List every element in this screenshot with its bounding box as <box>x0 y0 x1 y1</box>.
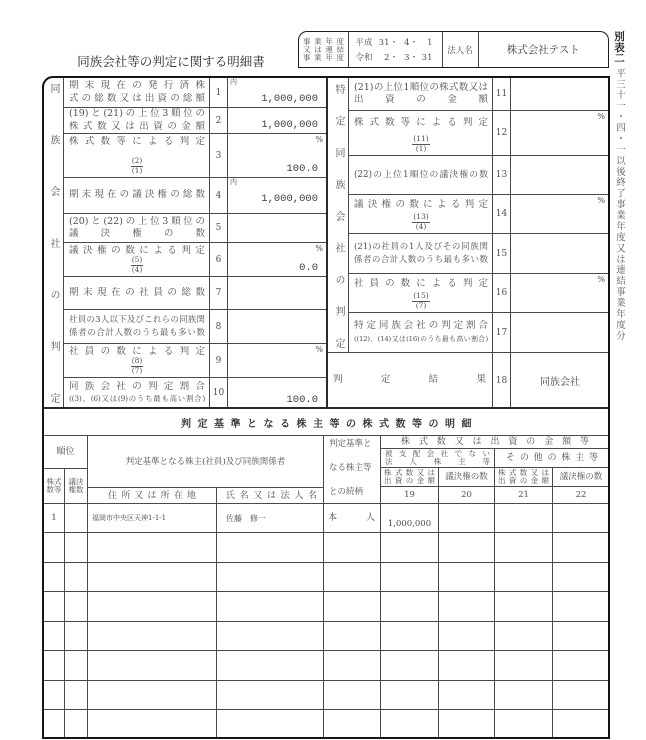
row-4-value-cell <box>227 177 328 214</box>
fraction-numerator: (2) <box>131 156 143 165</box>
label-line: 同族会社の判定割合 <box>69 380 205 392</box>
row-10-number: 10 <box>209 377 228 409</box>
name-header <box>216 487 324 504</box>
label-line: (22)の上位1順位の議決権の数 <box>354 169 488 180</box>
row-7-value-cell <box>227 276 328 310</box>
other-shares-amount-cell <box>494 591 553 622</box>
row-10-label <box>63 377 210 409</box>
row-5-label <box>63 213 210 243</box>
date-separator: ・ <box>409 52 419 63</box>
corporation-name-label <box>442 32 478 67</box>
row-16-value-cell <box>510 273 610 313</box>
date-separator: ・ <box>389 52 399 63</box>
corporation-name-label-text: 法人名 <box>447 45 473 56</box>
name-cell <box>216 709 324 739</box>
party-header: 判定基準となる株主(社員)及び同族関係者 <box>87 435 324 488</box>
label-line: 出資の金額 <box>354 94 488 105</box>
name-header-text: 氏名又は法人名 <box>226 490 317 501</box>
row-16-label <box>348 273 493 313</box>
row-4-label <box>63 177 210 214</box>
fraction-numerator: (15) <box>413 291 429 300</box>
rank-by-shares-cell <box>43 532 65 563</box>
label-line: 議決権の数 <box>69 228 205 239</box>
row-6-number: 6 <box>209 242 228 277</box>
rank-by-votes-cell <box>64 532 88 563</box>
inner-amount-label: 内 <box>230 78 237 86</box>
row-12-value-cell <box>510 110 610 156</box>
holdings-header <box>380 435 610 449</box>
row-9-label <box>63 343 210 378</box>
fraction <box>131 256 144 274</box>
other-shares-amount-cell <box>494 680 553 710</box>
header-line: との続柄 <box>329 487 364 497</box>
row-4-value: 1,000,000 <box>261 193 318 205</box>
other-shares-amount-cell <box>494 709 553 739</box>
other-votes-cell <box>552 562 610 592</box>
label-line: 社員の数による判定 <box>354 278 488 289</box>
date-separator: ・ <box>409 37 419 48</box>
fraction-numerator: (11) <box>413 134 429 143</box>
percent-unit: % <box>597 275 605 284</box>
label-line: (20)と(22)の上位3順位の <box>69 215 205 227</box>
era: 平成 <box>355 37 373 48</box>
other-votes-cell <box>552 532 610 563</box>
row-5-number: 5 <box>209 213 228 243</box>
row-5-value-cell <box>227 213 328 243</box>
row-12-label <box>348 110 493 156</box>
other-shares-amount-cell <box>494 503 553 533</box>
rank-by-shares-cell <box>43 709 65 739</box>
label-line: (21)の上位1順位の株式数又は <box>354 81 488 93</box>
month: 3 <box>404 52 410 63</box>
non-controlled-votes-cell <box>438 532 495 563</box>
other-votes-cell <box>552 680 610 710</box>
col-22-header: 議決権の数 <box>552 467 610 487</box>
name-cell <box>216 562 324 592</box>
label-line: ((12)、(14)又は(16)のうち最も高い割合) <box>354 334 488 343</box>
row-8-label <box>63 309 210 344</box>
rank-by-votes-cell <box>64 650 88 681</box>
judgment-result-label <box>327 352 493 409</box>
fraction <box>412 292 429 310</box>
rank-by-shares-cell <box>43 562 65 592</box>
row-6-value: 0.0 <box>299 262 318 274</box>
label-line: (19)と(21)の上位3順位の <box>69 108 205 119</box>
fiscal-period-label-line: 又は連結 <box>303 44 344 54</box>
header-line: 株式数又は <box>384 468 435 477</box>
other-shares-amount-cell <box>494 562 553 592</box>
judgment-result-value: 同族会社 <box>510 352 610 409</box>
non-controlled-votes-cell <box>438 680 495 710</box>
header-line: 法人株主等 <box>385 457 490 466</box>
date-separator: ・ <box>389 37 399 48</box>
rank-by-votes-cell <box>64 621 88 651</box>
name-cell <box>216 650 324 681</box>
rank-by-shares-cell <box>43 621 65 651</box>
other-votes-cell <box>552 591 610 622</box>
percent-unit: % <box>597 112 605 121</box>
row-4-number: 4 <box>209 177 228 214</box>
relationship-cell <box>323 680 381 710</box>
header-line: なる株主等 <box>329 463 372 473</box>
percent-unit: % <box>315 345 323 354</box>
other-shares-amount-cell <box>494 621 553 651</box>
other-holders-header-text: その他の株主等 <box>506 453 598 463</box>
address-cell <box>87 621 217 651</box>
label-line: 期末現在の議決権の総数 <box>69 189 205 201</box>
label-line: 係者の合計人数のうち最も多い数 <box>354 254 488 265</box>
relationship-cell <box>323 532 381 563</box>
holdings-header-text: 株式数又は出資の金額等 <box>401 437 589 447</box>
row-1-value-cell <box>227 77 328 108</box>
fraction <box>131 157 144 175</box>
non-controlled-votes-cell <box>438 709 495 739</box>
header-line: 出資の金額 <box>384 476 435 485</box>
fraction <box>131 357 144 375</box>
header-line: 株式 <box>46 476 62 486</box>
row-2-value: 1,000,000 <box>261 119 318 131</box>
relationship-header <box>323 435 381 504</box>
relationship-cell <box>323 709 381 739</box>
address-cell <box>87 591 217 622</box>
non-controlled-shares-amount-cell: 1,000,000 <box>380 503 439 533</box>
family-company-section-label: 同族会社の判定 <box>43 77 64 409</box>
row-13-number: 13 <box>492 155 511 195</box>
corporation-name <box>478 32 609 67</box>
other-holders-header <box>494 448 610 468</box>
day: 1 <box>427 37 433 48</box>
label-line: 式の総数又は出資の総額 <box>69 92 205 104</box>
non-controlled-votes-cell <box>438 562 495 592</box>
non-controlled-votes-cell <box>438 503 495 533</box>
header-line: 判定基準と <box>329 439 372 449</box>
label-line: 議決権の数による判定 <box>354 199 488 210</box>
year: 2 <box>384 52 390 63</box>
non-controlled-shares-amount-cell <box>380 532 439 563</box>
year: 31 <box>378 37 390 48</box>
row-17-value-cell <box>510 312 610 353</box>
row-9-value-cell <box>227 343 328 378</box>
fiscal-period-label <box>299 32 348 67</box>
non-controlled-shares-amount-cell <box>380 591 439 622</box>
row-6-value-cell <box>227 242 328 277</box>
inner-amount-label: 内 <box>230 178 237 186</box>
row-15-number: 15 <box>492 233 511 274</box>
other-votes-cell <box>552 503 610 533</box>
row-3-value: 100.0 <box>286 163 318 175</box>
percent-unit: % <box>597 196 605 205</box>
col-21-number: 21 <box>494 486 553 504</box>
row-14-label <box>348 194 493 234</box>
header-line: 株式数又は <box>498 468 549 477</box>
label-line: 期末現在の社員の総数 <box>69 286 205 298</box>
fraction-denominator: (4) <box>131 264 143 274</box>
non-controlled-shares-amount-cell <box>380 621 439 651</box>
non-controlled-votes-cell <box>438 591 495 622</box>
period-start-date <box>349 35 442 50</box>
shareholder-detail-section-title: 判定基準となる株主等の株式数等の明細 <box>43 408 610 436</box>
row-11-number: 11 <box>492 77 511 111</box>
specified-family-company-section-label: 特定同族会社の判定 <box>327 77 349 353</box>
fraction-numerator: (13) <box>413 212 429 221</box>
rank-by-votes-header <box>64 468 88 504</box>
name-cell <box>216 591 324 622</box>
address-cell <box>87 562 217 592</box>
header-line: 議決 <box>68 476 84 486</box>
col-19-number: 19 <box>380 486 439 504</box>
row-1-label <box>63 77 210 108</box>
label-line: 株式数又は出資の金額 <box>69 120 205 132</box>
period-end-date <box>349 50 442 65</box>
label-line: ((3)、(6)又は(9)のうち最も高い割合) <box>69 394 205 403</box>
label-line: 期末現在の発行済株 <box>69 80 205 91</box>
non-controlled-shares-amount-cell <box>380 680 439 710</box>
label-line: 係者の合計人数のうち最も多い数 <box>69 327 205 338</box>
non-controlled-votes-cell <box>438 621 495 651</box>
row-15-value-cell <box>510 233 610 274</box>
relationship-cell <box>323 591 381 622</box>
form-title: 同族会社等の判定に関する明細書 <box>77 54 265 69</box>
rank-by-votes-cell <box>64 503 88 533</box>
row-12-number: 12 <box>492 110 511 156</box>
row-1-number: 1 <box>209 77 228 108</box>
row-1-value: 1,000,000 <box>261 93 318 105</box>
section-divider-vertical <box>326 77 328 408</box>
other-votes-cell <box>552 709 610 739</box>
day: 31 <box>421 52 433 63</box>
period-and-corporation-header <box>298 31 609 68</box>
row-6-label <box>63 242 210 277</box>
header-line: 被支配会社でない <box>385 449 490 458</box>
fraction <box>412 135 429 153</box>
row-2-number: 2 <box>209 107 228 134</box>
fraction-denominator: (7) <box>415 300 427 310</box>
row-11-label <box>348 77 493 111</box>
row-15-label <box>348 233 493 274</box>
rank-header: 順位 <box>43 435 88 469</box>
non-controlled-holders-header <box>380 448 495 468</box>
label-line: 議決権の数による判定 <box>69 245 205 256</box>
other-shares-amount-cell <box>494 532 553 563</box>
era: 令和 <box>355 52 373 63</box>
fraction-numerator: (5) <box>131 255 143 264</box>
fiscal-period-label-line: 事業年度 <box>303 36 344 46</box>
fiscal-period-label-line: 事業年度 <box>303 52 344 62</box>
rank-by-shares-cell <box>43 591 65 622</box>
label-line: 特定同族会社の判定割合 <box>354 320 488 331</box>
month: 4 <box>404 37 410 48</box>
address-cell <box>87 709 217 739</box>
relationship-cell <box>323 562 381 592</box>
name-cell <box>216 532 324 563</box>
col-20-header: 議決権の数 <box>438 467 495 487</box>
col-22-number: 22 <box>552 486 610 504</box>
address-cell <box>87 650 217 681</box>
row-3-label <box>63 133 210 178</box>
rank-by-shares-cell: 1 <box>43 503 65 533</box>
fraction-denominator: (4) <box>415 221 427 231</box>
row-9-number: 9 <box>209 343 228 378</box>
row-3-value-cell <box>227 133 328 178</box>
other-shares-amount-cell <box>494 650 553 681</box>
name-cell: 佐藤 修一 <box>216 503 324 533</box>
row-2-value-cell <box>227 107 328 134</box>
other-votes-cell <box>552 621 610 651</box>
schedule-label: 別表二 <box>613 31 625 63</box>
address-cell <box>87 680 217 710</box>
header-line: 権数 <box>68 485 84 494</box>
section-divider-horizontal <box>43 407 609 409</box>
name-cell <box>216 680 324 710</box>
row-7-label <box>63 276 210 310</box>
row-8-value-cell <box>227 309 328 344</box>
percent-unit: % <box>315 135 323 144</box>
row-13-label <box>348 155 493 195</box>
row-8-number: 8 <box>209 309 228 344</box>
row-3-number: 3 <box>209 133 228 178</box>
address-header <box>87 487 217 504</box>
fraction-denominator: (7) <box>131 365 143 375</box>
row-13-value-cell <box>510 155 610 195</box>
rank-by-shares-header <box>43 468 65 504</box>
fraction <box>412 213 429 231</box>
address-cell <box>87 532 217 563</box>
label-line: 株式数等による判定 <box>354 117 488 128</box>
rank-by-shares-cell <box>43 650 65 681</box>
row-17-number: 17 <box>492 312 511 353</box>
row-10-value: 100.0 <box>286 394 318 406</box>
row-16-number: 16 <box>492 273 511 313</box>
corporation-name-text: 株式会社テスト <box>506 44 580 56</box>
rank-by-votes-cell <box>64 680 88 710</box>
non-controlled-votes-cell <box>438 650 495 681</box>
col-21-header <box>494 467 553 487</box>
relationship-cell <box>323 621 381 651</box>
row-14-number: 14 <box>492 194 511 234</box>
label-line: 社員の3人以下及びこれらの同族関 <box>69 315 205 325</box>
row-17-label <box>348 312 493 353</box>
col-20-number: 20 <box>438 486 495 504</box>
row-18-number: 18 <box>492 352 511 409</box>
fraction-denominator: (1) <box>131 165 143 175</box>
rank-by-votes-cell <box>64 562 88 592</box>
header-line: 数等 <box>46 485 62 494</box>
row-11-value-cell <box>510 77 610 111</box>
relationship-cell: 本人 <box>323 503 381 533</box>
row-2-label <box>63 107 210 134</box>
row-10-value-cell <box>227 377 328 409</box>
address-cell: 福岡市中央区天神1-1-1 <box>87 503 217 533</box>
rank-by-votes-cell <box>64 709 88 739</box>
applicability-note: 平三十一・四・一以後終了事業年度又は連結事業年度分 <box>614 68 625 340</box>
row-7-number: 7 <box>209 276 228 310</box>
non-controlled-shares-amount-cell <box>380 709 439 739</box>
address-header-text: 住所又は所在地 <box>108 490 196 501</box>
header-line: 出資の金額 <box>498 476 549 485</box>
non-controlled-shares-amount-cell <box>380 650 439 681</box>
fraction-denominator: (1) <box>415 143 427 153</box>
rank-by-shares-cell <box>43 680 65 710</box>
col-19-header <box>380 467 439 487</box>
percent-unit: % <box>315 244 323 253</box>
fraction-numerator: (8) <box>131 356 143 365</box>
name-cell <box>216 621 324 651</box>
label-line: (21)の社員の1人及びその同族関 <box>354 242 488 252</box>
other-votes-cell <box>552 650 610 681</box>
non-controlled-shares-amount-cell <box>380 562 439 592</box>
label-line: 株式数等による判定 <box>69 136 205 147</box>
rank-by-votes-cell <box>64 591 88 622</box>
label-line: 社員の数による判定 <box>69 346 205 357</box>
judgment-result-label-text: 判定結果 <box>333 374 486 386</box>
fiscal-period-dates <box>348 32 442 67</box>
relationship-cell <box>323 650 381 681</box>
row-14-value-cell <box>510 194 610 234</box>
